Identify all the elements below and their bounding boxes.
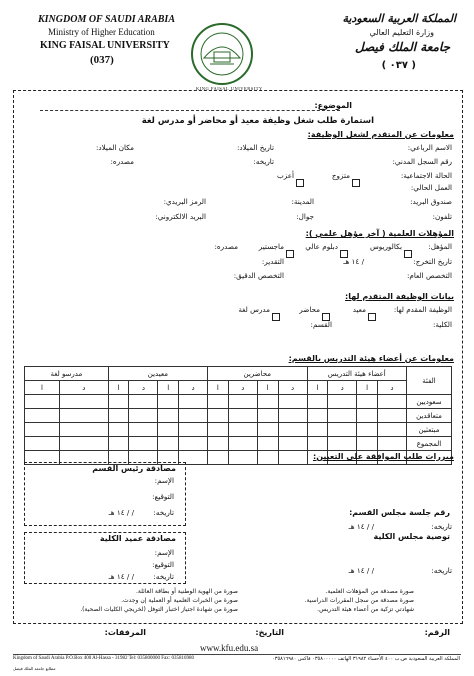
sub-header: ا <box>307 381 328 395</box>
single-checkbox[interactable] <box>294 172 306 191</box>
table-row <box>25 437 452 451</box>
header-en-line1: KINGDOM OF SAUDI ARABIA <box>38 14 175 25</box>
current-job-label: العمل الحالي: <box>410 183 452 192</box>
source-label: مصدره: <box>214 242 238 251</box>
dept-head-title: مصادقة رئيس القسم <box>92 464 176 473</box>
grad-date-label: تاريخ التخرج: <box>413 257 452 266</box>
attachment-item: صورة مصدقة من سجل المقررات الدراسية. <box>304 597 414 604</box>
table-row <box>25 423 452 437</box>
city-label: المدينة: <box>291 197 314 206</box>
col-demonstrators: معيدين <box>108 367 207 381</box>
row-label: مبتعثين <box>407 423 452 437</box>
mobile-label: جوال: <box>296 212 314 221</box>
issue-place-label: مصدره: <box>110 157 134 166</box>
sub-header: ا <box>357 381 378 395</box>
sub-header: د <box>377 381 406 395</box>
footer-attachments-label: المرفقات: <box>104 628 146 637</box>
issue-date-label: تاريخه: <box>253 157 274 166</box>
staff-table <box>24 366 452 465</box>
grad-date-hijri: / ١٤ هـ <box>343 257 364 266</box>
council-no-label: رقم جلسة مجلس القسم: <box>349 508 450 517</box>
subject-label: الموضوع: <box>314 101 352 110</box>
email-label: البريد الالكتروني: <box>155 212 206 221</box>
demonstrator-checkbox[interactable] <box>366 306 378 325</box>
subject-line[interactable] <box>40 110 340 111</box>
approval-section-title: مبررات طلب الموافقة على التعيين: <box>313 452 454 461</box>
master-label: ماجستير <box>258 242 284 251</box>
council-date-hijri: / / ١٤ هـ <box>348 522 374 531</box>
dept-head-signature-label: التوقيع: <box>152 492 174 501</box>
college-council-date-label: تاريخه: <box>431 566 452 575</box>
header-ar-line2: وزارة التعليم العالي <box>369 28 434 37</box>
position-section-title: بيانات الوظيفة المتقدم لها: <box>345 292 454 301</box>
grade-label: التقدير: <box>261 257 284 266</box>
qualifications-section-title: المؤهلات العلمية ( آخر مؤهل علمي ): <box>305 229 454 238</box>
attachment-item: صورة مصدقة من المؤهلات العلمية. <box>325 588 414 595</box>
footer-address-en: Kingdom of Saudi Arabia P.O.Box 400 Al-Hassa - 31982 Tel: 035800000 Fax: 035816980 <box>13 656 194 661</box>
dept-head-date-hijri: / / ١٤ هـ <box>108 508 134 517</box>
dept-head-name-label: الإسم: <box>154 476 174 485</box>
attachment-item: شهادتي تزكية من أعضاء هيئة التدريس. <box>317 606 414 613</box>
row-label: متعاقدين <box>407 409 452 423</box>
dept-head-date-label: تاريخه: <box>153 508 174 517</box>
sub-header: ا <box>257 381 278 395</box>
college-council-title: توصية مجلس الكلية <box>373 532 450 541</box>
married-label: متزوج <box>331 171 350 180</box>
diploma-label: دبلوم عالي <box>305 242 338 251</box>
dean-date-hijri: / / ١٤ هـ <box>108 572 134 581</box>
dean-signature-label: التوقيع: <box>152 560 174 569</box>
footer-number-label: الرقم: <box>424 628 450 637</box>
lang-teacher-label: مدرس لغة <box>238 305 270 314</box>
single-label: أعزب <box>276 171 294 180</box>
exact-spec-label: التخصص الدقيق: <box>233 271 284 280</box>
birth-place-label: مكان الميلاد: <box>96 143 134 152</box>
logo-caption: KING FAISAL UNIVERSITY <box>196 86 263 91</box>
college-council-date-hijri: / / ١٤ هـ <box>348 566 374 575</box>
sub-header: ا <box>208 381 229 395</box>
applicant-section-title: معلومات عن المتقدم لشغل الوظيفة: <box>307 130 454 139</box>
footer-date-label: التاريخ: <box>255 628 284 637</box>
attachment-item: صورة من شهادة اجتياز اختبار التوفل (لخريجي الكليات الصحية). <box>80 606 238 613</box>
col-faculty: أعضاء هيئة التدريس <box>307 367 406 381</box>
sub-header: د <box>278 381 307 395</box>
footer-rule <box>13 654 461 655</box>
footer-printer: مطابع جامعة الملك فيصل <box>13 666 56 671</box>
sub-header: د <box>129 381 158 395</box>
department-label: القسم: <box>310 320 332 329</box>
council-date-label: تاريخه: <box>431 522 452 531</box>
married-checkbox[interactable] <box>350 172 362 191</box>
attachment-item: صورة من الخبرات العلمية أو العملية إن وجدت. <box>121 597 238 604</box>
sub-header: ا <box>25 381 60 395</box>
job-applied-label: الوظيفة المقدم لها: <box>393 305 452 314</box>
college-label: الكلية: <box>433 320 452 329</box>
footer-address-ar: المملكة العربية السعودية ص.ب ٤٠٠ الأحساء ٣١٩٨٢ الهاتف ٠٣٥٨٠٠٠٠٠ فاكس ٠٣٥٨١٦٩٨٠ <box>272 656 460 662</box>
marital-label: الحالة الاجتماعية: <box>400 171 452 180</box>
header-en-line2: Ministry of Higher Education <box>48 27 155 37</box>
sub-header: د <box>59 381 108 395</box>
staff-section-title: معلومات عن أعضاء هيئة التدريس بالقسم: <box>288 354 454 363</box>
row-label: سعوديين <box>407 395 452 409</box>
header-ar-line1: المملكة العربية السعودية <box>342 12 456 25</box>
col-category: الفئة <box>407 367 452 395</box>
row-label: المجموع <box>407 437 452 451</box>
bachelor-label: بكالوريوس <box>369 242 402 251</box>
header-en-line3: KING FAISAL UNIVERSITY <box>40 40 170 51</box>
table-row <box>25 395 452 409</box>
dean-name-label: الإسم: <box>154 548 174 557</box>
sub-header: د <box>328 381 357 395</box>
civil-no-label: رقم السجل المدني: <box>392 157 452 166</box>
col-lang: مدرسو لغة <box>25 367 109 381</box>
demonstrator-label: معيد <box>352 305 366 314</box>
header-en-code: (037) <box>90 54 114 66</box>
lecturer-label: محاضر <box>299 305 320 314</box>
general-spec-label: التخصص العام: <box>406 271 452 280</box>
sub-header: ا <box>108 381 129 395</box>
lang-teacher-checkbox[interactable] <box>270 306 282 325</box>
dean-title: مصادقة عميد الكلية <box>99 534 176 543</box>
table-row <box>25 409 452 423</box>
university-logo <box>190 22 254 86</box>
birth-date-label: تاريخ الميلاد: <box>236 143 274 152</box>
phone-label: تلفون: <box>432 212 452 221</box>
footer-website[interactable]: www.kfu.edu.sa <box>200 643 259 653</box>
header-ar-code: ( ٠٣٧ ) <box>381 60 416 71</box>
sub-header: ا <box>158 381 179 395</box>
sub-header: د <box>228 381 257 395</box>
dean-date-label: تاريخه: <box>153 572 174 581</box>
header-ar-line3: جامعة الملك فيصل <box>355 40 450 54</box>
qualification-label: المؤهل: <box>428 242 452 251</box>
attachment-item: صورة من الهوية الوطنية أو بطاقة العائلة. <box>136 588 238 595</box>
bachelor-checkbox[interactable] <box>402 243 414 262</box>
master-checkbox[interactable] <box>284 243 296 262</box>
col-lecturers: محاضرين <box>208 367 308 381</box>
sub-header: د <box>179 381 208 395</box>
postal-label: الرمز البريدي: <box>163 197 206 206</box>
po-box-label: صندوق البريد: <box>410 197 452 206</box>
form-title: استمارة طلب شغل وظيفة معيد أو محاضر أو مدرس لغة <box>141 116 374 126</box>
full-name-label: الاسم الرباعي: <box>407 143 452 152</box>
